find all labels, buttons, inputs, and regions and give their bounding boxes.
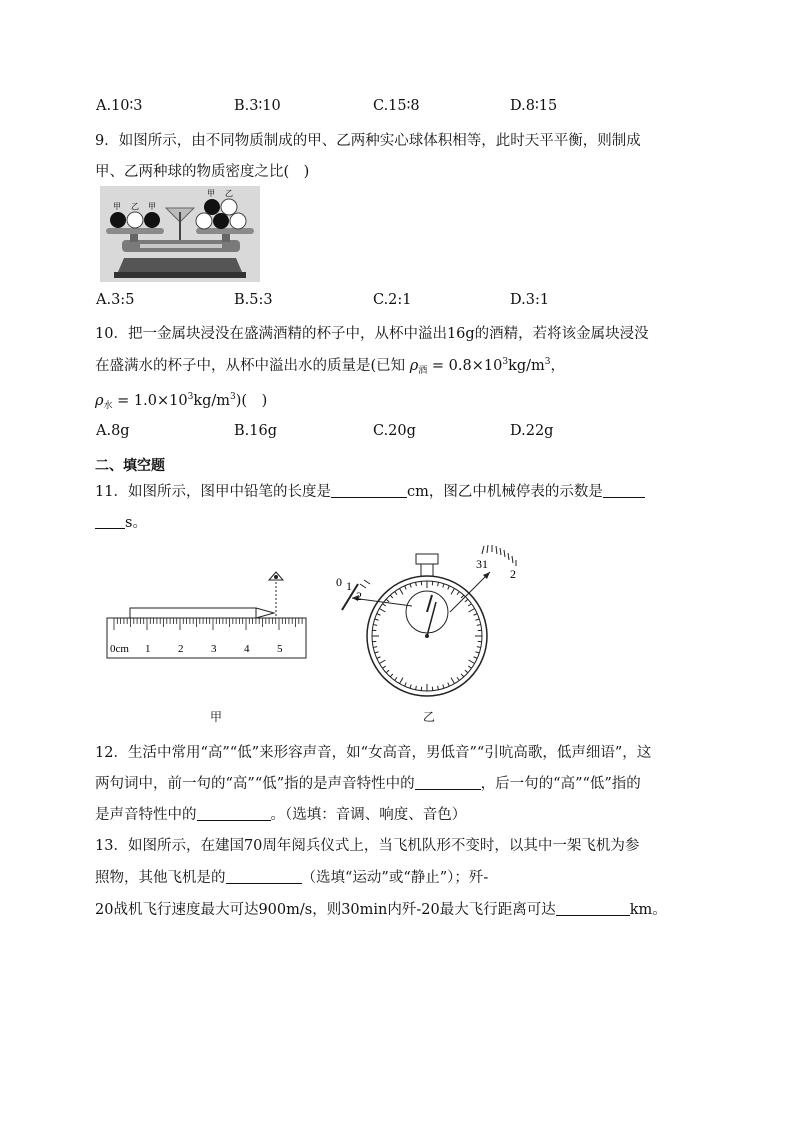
ball-label: 甲 [207, 189, 215, 198]
q10-option-b: B.16g [234, 423, 277, 439]
small-dial-label: 1 [346, 579, 352, 593]
answer-blank[interactable] [226, 869, 302, 884]
ball-label: 甲 [113, 202, 121, 211]
section-title: 二、填空题 [95, 458, 165, 474]
answer-blank[interactable] [415, 775, 481, 790]
ruler-label: 5 [277, 643, 283, 655]
rho-water-subscript: 水 [103, 401, 113, 411]
answer-blank[interactable] [603, 483, 645, 498]
q8-option-b: B.3∶10 [234, 98, 281, 114]
small-dial-label: 2 [356, 589, 362, 603]
answer-blank[interactable] [556, 901, 630, 916]
q8-options [96, 98, 696, 118]
small-dial-label: 0 [336, 575, 342, 589]
q12-line2: 两句词中，前一句的“高”“低”指的是声音特性中的 ，后一句的“高”“低”指的 [95, 776, 641, 792]
ruler-label: 4 [244, 643, 250, 655]
q8-option-c: C.15∶8 [373, 98, 420, 114]
ball-label: 乙 [131, 202, 139, 211]
ruler-pencil-figure [104, 568, 310, 660]
q10-stem-line1: 10．把一金属块浸没在盛满酒精的杯子中，从杯中溢出16g的酒精，若将该金属块浸没 [95, 326, 649, 342]
answer-blank[interactable] [95, 514, 125, 529]
q9-option-d: D.3:1 [510, 292, 550, 308]
figure-caption-left: 甲 [210, 710, 223, 724]
big-dial-label: 31 [476, 557, 488, 571]
q11-stem-line1: 11．如图所示，图甲中铅笔的长度是 cm，图乙中机械停表的示数是 [95, 480, 645, 501]
q10-stem-line3: $\rho_水 = 1.0\times 10^3kg/m^3$)( ) [95, 392, 268, 411]
ruler-label: 2 [178, 643, 184, 655]
balance-scale-figure [100, 186, 260, 282]
q12-line3: 是声音特性中的 。（选填：音调、响度、音色） [95, 807, 467, 823]
q9-option-c: C.2:1 [373, 292, 412, 308]
figure-caption-right: 乙 [423, 710, 436, 724]
q10-stem-line2: 在盛满水的杯子中，从杯中溢出水的质量是(已知 $\rho_酒 = 0.8\times 10^3kg/m^3$， [95, 357, 566, 376]
q9-options [96, 292, 696, 312]
rho-alcohol-subscript: 酒 [418, 366, 428, 376]
q13-line2: 照物，其他飞机是的 （选填“运动”或“静止”）；歼- [95, 870, 489, 886]
q8-option-a: A.10∶3 [96, 98, 143, 114]
ball-label: 甲 [148, 202, 156, 211]
q9-stem-line1: 9．如图所示，由不同物质制成的甲、乙两种实心球体积相等，此时天平平衡，则制成 [95, 133, 641, 149]
q9-option-a: A.3:5 [96, 292, 135, 308]
ball-label: 乙 [225, 189, 233, 198]
q9-stem-line2: 甲、乙两种球的物质密度之比( ) [95, 164, 310, 180]
q9-option-b: B.5:3 [234, 292, 273, 308]
q13-line1: 13．如图所示，在建国70周年阅兵仪式上，当飞机队形不变时，以其中一架飞机为参 [95, 838, 640, 854]
answer-blank[interactable] [331, 483, 407, 498]
q10-option-a: A.8g [96, 423, 130, 439]
ruler-label: 1 [145, 643, 151, 655]
q13-line3: 20战机飞行速度最大可达900m/s，则30min内歼-20最大飞行距离可达 km。 [95, 902, 667, 918]
answer-blank[interactable] [197, 806, 271, 821]
stopwatch-figure [330, 540, 530, 700]
q10-options [96, 423, 696, 443]
q8-option-d: D.8∶15 [510, 98, 558, 114]
big-dial-label: 2 [510, 567, 516, 581]
q10-option-d: D.22g [510, 423, 554, 439]
q10-option-c: C.20g [373, 423, 416, 439]
ruler-label: 0cm [110, 643, 129, 655]
ruler-label: 3 [211, 643, 217, 655]
q11-stem-line2: s。 [95, 511, 147, 532]
q12-line1: 12．生活中常用“高”“低”来形容声音，如“女高音，男低音”“引吭高歌，低声细语”，这 [95, 745, 652, 761]
